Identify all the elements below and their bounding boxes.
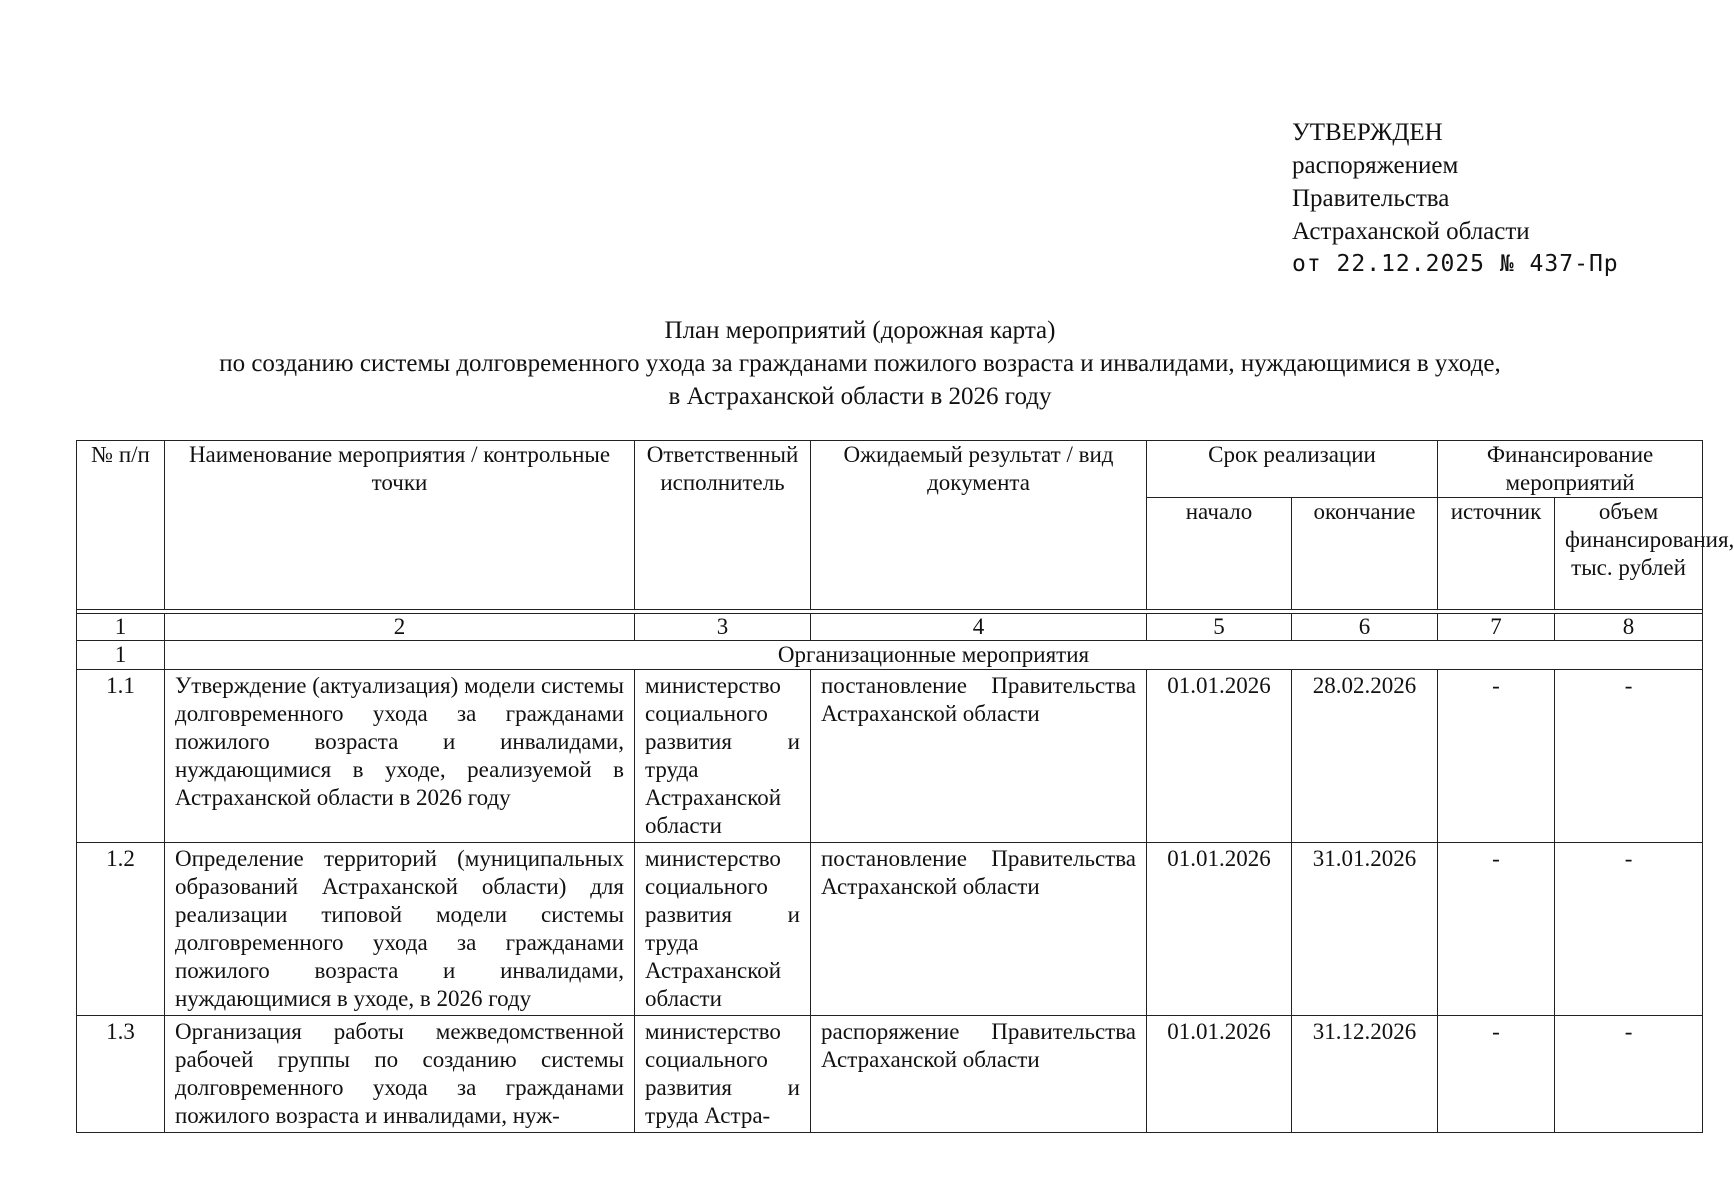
row-3-name: Организация работы межведомственной рабочей группы по созданию системы долговременного ухода за гражданами пожилого возраста и инвалидами, нуж- — [165, 1016, 635, 1133]
header-term: Срок реализации — [1147, 441, 1438, 498]
row-1-volume: - — [1555, 670, 1703, 843]
row-1-executor: министерство социального развития и труда Астраханской области — [635, 670, 811, 843]
col-number-1: 1 — [77, 614, 165, 641]
roadmap-table — [76, 440, 1734, 1133]
header-start: начало — [1147, 498, 1292, 610]
title-line-1: План мероприятий (дорожная карта) — [664, 317, 1056, 344]
col-number-7: 7 — [1438, 614, 1555, 641]
header-volume: объем финансирования, тыс. рублей — [1555, 498, 1703, 610]
col-number-6: 6 — [1292, 614, 1438, 641]
row-3-end: 31.12.2026 — [1292, 1016, 1438, 1133]
header-num: № п/п — [77, 441, 165, 610]
document-title — [100, 314, 1620, 413]
row-2-result: постановление Правительства Астраханской области — [811, 843, 1147, 1016]
row-3-source: - — [1438, 1016, 1555, 1133]
row-1-name: Утверждение (актуализация) модели системы долговременного ухода за гражданами пожилого возраста и инвалидами, нуждающимися в уходе, реализуемой в Астраханской области в 2026 году — [165, 670, 635, 843]
row-3-start: 01.01.2026 — [1147, 1016, 1292, 1133]
header-name: Наименование мероприятия / контрольные точки — [165, 441, 635, 610]
approval-line-3: Правительства — [1292, 185, 1450, 212]
header-executor: Ответственный исполнитель — [635, 441, 811, 610]
title-line-3: в Астраханской области в 2026 году — [668, 383, 1052, 410]
row-1-source: - — [1438, 670, 1555, 843]
title-line-2: по созданию системы долговременного ухода за гражданами пожилого возраста и инвалидами, нуждающимися в уходе, — [219, 350, 1501, 377]
row-2-volume: - — [1555, 843, 1703, 1016]
row-2-source: - — [1438, 843, 1555, 1016]
row-3-volume: - — [1555, 1016, 1703, 1133]
header-end: окончание — [1292, 498, 1438, 610]
row-3-num: 1.3 — [77, 1016, 165, 1133]
approval-line-2: распоряжением — [1292, 152, 1459, 179]
approval-line-4: Астраханской области — [1292, 218, 1530, 245]
col-number-2: 2 — [165, 614, 635, 641]
row-2-start: 01.01.2026 — [1147, 843, 1292, 1016]
row-3-executor: министерство социального развития и труда Астра- — [635, 1016, 811, 1133]
row-1-result: постановление Правительства Астраханской области — [811, 670, 1147, 843]
row-3-result: распоряжение Правительства Астраханской области — [811, 1016, 1147, 1133]
col-number-4: 4 — [811, 614, 1147, 641]
col-number-3: 3 — [635, 614, 811, 641]
row-2-name: Определение территорий (муниципальных образований Астраханской области) для реализации типовой модели системы долговременного ухода за гражданами пожилого возраста и инвалидами, нуждающимися в уходе, в 2026 году — [165, 843, 635, 1016]
approval-status: УТВЕРЖДЕН — [1292, 119, 1443, 146]
section-number: 1 — [77, 641, 165, 670]
section-title: Организационные мероприятия — [165, 641, 1703, 670]
header-result: Ожидаемый результат / вид документа — [811, 441, 1147, 610]
header-finance: Финансирование мероприятий — [1438, 441, 1703, 498]
row-1-num: 1.1 — [77, 670, 165, 843]
row-2-end: 31.01.2026 — [1292, 843, 1438, 1016]
header-source: источник — [1438, 498, 1555, 610]
row-2-num: 1.2 — [77, 843, 165, 1016]
col-number-5: 5 — [1147, 614, 1292, 641]
row-2-executor: министерство социального развития и труда Астраханской области — [635, 843, 811, 1016]
approval-stamp — [1292, 116, 1619, 281]
col-number-8: 8 — [1555, 614, 1703, 641]
approval-date-number: от 22.12.2025 № 437-Пр — [1292, 251, 1619, 277]
row-1-start: 01.01.2026 — [1147, 670, 1292, 843]
row-1-end: 28.02.2026 — [1292, 670, 1438, 843]
